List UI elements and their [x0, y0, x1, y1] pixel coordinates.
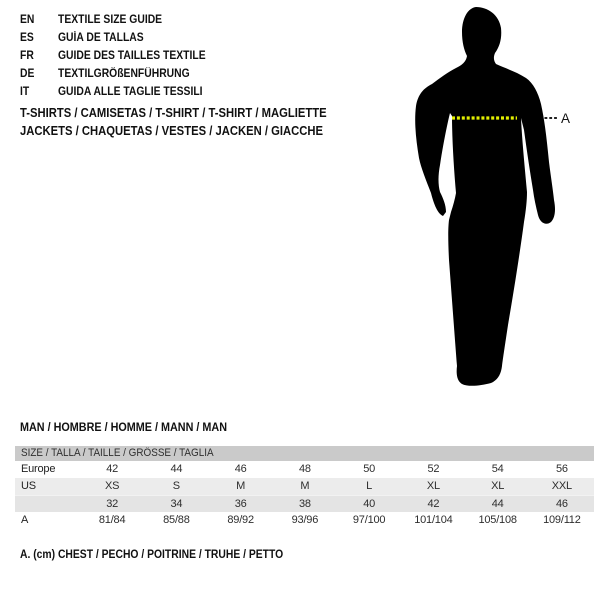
language-label: GUIDE DES TAILLES TEXTILE — [58, 50, 206, 62]
size-value: 40 — [363, 498, 376, 510]
table-row — [15, 512, 594, 529]
measure-label-a: A — [561, 111, 571, 126]
size-value: 46 — [555, 498, 568, 510]
measurement-footnote — [20, 549, 312, 561]
language-title-list — [20, 11, 222, 101]
product-types — [20, 104, 361, 140]
row-label: Europe — [21, 463, 56, 475]
size-value: 109/112 — [543, 514, 581, 526]
language-label: GUÍA DE TALLAS — [58, 32, 144, 44]
size-value: 89/92 — [227, 514, 254, 526]
size-value: 105/108 — [478, 514, 517, 526]
size-value: XL — [426, 480, 440, 492]
language-row — [20, 83, 222, 101]
row-label: US — [21, 480, 36, 492]
size-value: 93/96 — [291, 514, 319, 526]
size-table-header-text: SIZE / TALLA / TAILLE / GRÖSSE / TAGLIA — [21, 447, 214, 459]
row-label — [15, 496, 80, 512]
size-value: M — [236, 480, 246, 492]
size-value: 42 — [427, 498, 440, 510]
product-type-line: JACKETS / CHAQUETAS / VESTES / JACKEN / GIACCHE — [20, 124, 323, 138]
size-value: 85/88 — [163, 514, 190, 526]
language-code: FR — [20, 50, 34, 62]
size-value: 54 — [491, 463, 504, 475]
language-label: TEXTILE SIZE GUIDE — [58, 14, 163, 26]
size-value: 52 — [427, 463, 440, 475]
language-row — [20, 11, 222, 29]
section-title-text: MAN / HOMBRE / HOMME / MANN / MAN — [20, 420, 227, 434]
language-code: EN — [20, 14, 35, 26]
table-row — [15, 496, 594, 512]
size-value: 44 — [491, 498, 504, 510]
language-code: ES — [20, 32, 34, 44]
size-value: 36 — [234, 498, 247, 510]
size-value: 97/100 — [352, 514, 386, 526]
size-value: 32 — [106, 498, 119, 510]
size-value: XXL — [551, 480, 572, 492]
size-table-header — [15, 446, 594, 461]
language-label: GUIDA ALLE TAGLIE TESSILI — [58, 86, 203, 98]
size-value: M — [300, 480, 310, 492]
size-value: 50 — [363, 463, 376, 475]
size-value: XL — [491, 480, 505, 492]
size-table-body — [15, 461, 594, 529]
size-value: 38 — [298, 498, 311, 510]
size-value: L — [366, 480, 373, 492]
table-row — [15, 461, 594, 478]
man-silhouette-icon — [415, 7, 555, 386]
language-row — [20, 47, 222, 65]
size-value: S — [172, 480, 180, 492]
size-value: 42 — [106, 463, 119, 475]
language-code: IT — [20, 86, 30, 98]
size-value: 46 — [234, 463, 247, 475]
measurement-footnote-text: A. (cm) CHEST / PECHO / POITRINE / TRUHE / PETTO — [20, 549, 284, 561]
measurement-figure — [400, 0, 600, 400]
row-label: A — [21, 514, 29, 526]
language-code: DE — [20, 68, 35, 80]
size-value: 44 — [170, 463, 183, 475]
language-row — [20, 65, 222, 83]
product-type-line: T-SHIRTS / CAMISETAS / T-SHIRT / T-SHIRT / MAGLIETTE — [20, 106, 327, 120]
language-row — [20, 29, 222, 47]
size-value: 101/104 — [414, 514, 453, 526]
size-value: 48 — [298, 463, 311, 475]
size-value: XS — [104, 480, 120, 492]
size-value: 56 — [555, 463, 568, 475]
table-row — [15, 478, 594, 496]
size-table — [15, 446, 594, 529]
size-value: 34 — [170, 498, 183, 510]
size-value: 81/84 — [98, 514, 126, 526]
section-title — [20, 420, 250, 434]
language-label: TEXTILGRÖßENFÜHRUNG — [58, 68, 190, 80]
